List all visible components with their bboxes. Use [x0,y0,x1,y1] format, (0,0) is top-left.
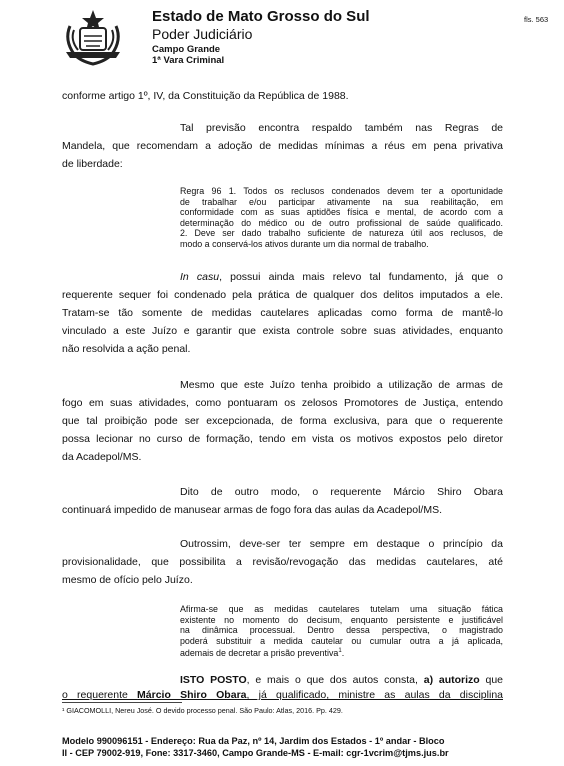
quote-line: poderá substituir a medida cautelar ou cumular outra a já aplicada, [180,635,503,646]
quote-line: na dinâmica processual. Dentro dessa perspectiva, o magistrado [180,625,503,636]
paragraph-7-line-1: ISTO POSTO, e mais o que dos autos consta, a) autorizo que [180,674,504,686]
paragraph-2-line-3: de liberdade: [62,158,123,170]
paragraph-6-line-3: mesmo de ofício pelo Juízo. [62,574,193,586]
quote-line: ademais de decretar a prisão preventiva$^1$. [180,648,345,659]
footer-line-1: Modelo 990096151 - Endereço: Rua da Paz, nº 14, Jardim dos Estados - 1º andar - Bloco [62,736,445,746]
quote-line: determinação do médico ou de outro profissional de saúde qualificado. [180,217,503,228]
quote-line: existente no momento do decisum, enquanto persistente e justificável [180,614,503,625]
quote-line: modo a conservá-los ativos durante um dia normal de trabalho. [180,239,429,249]
header-court: 1ª Vara Criminal [152,55,225,66]
quote-line: 2. Deve ser dado trabalho suficiente de natureza útil aos reclusos, de [180,228,503,239]
quote-line: Afirma-se que as medidas cautelares tutelam uma situação fática [180,604,503,614]
paragraph-4-line-3: que tal proibição pode ser excepcionada, de forma exclusiva, para que o requerente [62,415,503,427]
paragraph-6-line-2: provisionalidade, que possibilita a revisão/revogação das medidas cautelares, até [62,556,503,568]
quote-line: Regra 96 1. Todos os reclusos condenados devem ter a oportunidade [180,186,503,196]
paragraph-5-line-2: continuará impedido de manusear armas de fogo fora das aulas da Acadepol/MS. [62,504,442,516]
quote-line: conformidade com as suas aptidões física e mental, de acordo com a [180,207,503,218]
paragraph-3-line-1: In casu, possui ainda mais relevo tal fundamento, já que o [180,271,503,283]
paragraph-5-line-1: Dito de outro modo, o requerente Márcio Shiro Obara [180,486,503,498]
paragraph-7-line-2: o requerente Márcio Shiro Obara, já qualificado, ministre as aulas da disciplina [62,689,503,701]
header-city: Campo Grande [152,44,221,55]
footnote: ¹ GIACOMOLLI, Nereu José. O devido processo penal. São Paulo: Atlas, 2016. Pp. 429. [62,706,343,715]
paragraph-3-line-4: vinculado a este Juízo e garantir que exista controle sobre suas atividades, enquanto [62,325,503,337]
quote-line: de trabalhar e/ou participar ativamente na sua reabilitação, em [180,196,503,207]
header-state: Estado de Mato Grosso do Sul [152,8,370,25]
paragraph-3-line-2: requerente sequer foi condenado pela prática de qualquer dos delitos imputados a ele. [62,289,503,301]
footnote-rule [62,702,182,703]
footnote-ref: 1 [338,648,342,655]
paragraph-2-line-2: Mandela, que recomendam a adoção de medidas mínimas a réus em pena privativa [62,140,503,152]
paragraph-6-line-1: Outrossim, deve-ser ter sempre em destaque o princípio da [180,538,503,550]
page-number: fls. 563 [524,15,549,24]
paragraph-4-line-1: Mesmo que este Juízo tenha proibido a utilização de armas de [180,379,503,391]
paragraph-2-line-1: Tal previsão encontra respaldo também nas Regras de [180,122,503,134]
paragraph-4-line-2: fogo em suas atividades, como pontuaram os zelosos Promotores de Justiça, entendo [62,397,503,409]
paragraph-3-line-3: Tratam-se tão somente de medidas cautelares aplicadas como forma de mantê-lo [62,307,503,319]
footer-line-2: II - CEP 79002-919, Fone: 3317-3460, Campo Grande-MS - E-mail: cgr-1vcrim@tjms.jus.br [62,748,449,758]
coat-of-arms-seal [60,6,126,68]
paragraph-3-line-5: não resolvida a ação penal. [62,343,191,355]
paragraph-1-line: conforme artigo 1º, IV, da Constituição da República de 1988. [62,90,349,102]
paragraph-4-line-5: da Acadepol/MS. [62,451,142,463]
header-branch: Poder Judiciário [152,26,253,42]
latin-phrase: In casu [180,271,220,283]
paragraph-4-line-4: possa lecionar no curso de formação, tendo em vista os motivos expostos pelo diretor [62,433,503,445]
